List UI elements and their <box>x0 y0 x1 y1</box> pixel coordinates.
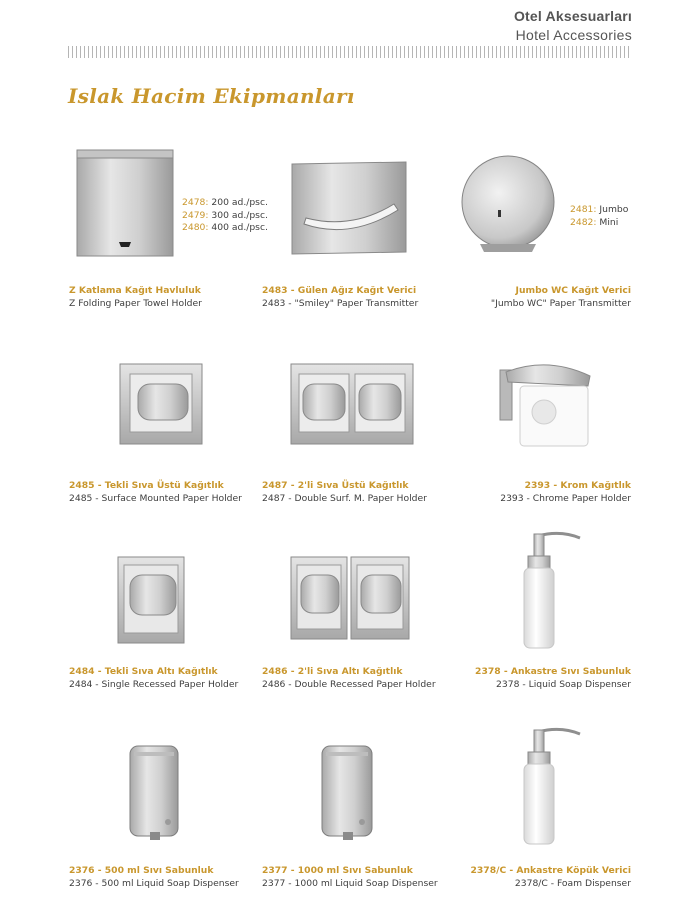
foam-dispenser-image <box>520 722 584 846</box>
product-caption: 2376 - 500 ml Sıvı Sabunluk 2376 - 500 ml Liquid Soap Dispenser <box>69 865 239 889</box>
product-caption: 2486 - 2'li Sıva Altı Kağıtlık 2486 - Double Recessed Paper Holder <box>262 666 436 690</box>
product-caption: 2484 - Tekli Sıva Altı Kağıtlık 2484 - Single Recessed Paper Holder <box>69 666 239 690</box>
variant-line: 2481: Jumbo <box>570 204 629 215</box>
product-caption: 2483 - Gülen Ağız Kağıt Verici 2483 - "Smiley" Paper Transmitter <box>262 285 419 309</box>
500ml-soap-dispenser-image <box>128 744 180 844</box>
product-caption: 2377 - 1000 ml Sıvı Sabunluk 2377 - 1000 ml Liquid Soap Dispenser <box>262 865 438 889</box>
1000ml-soap-dispenser-image <box>320 744 374 844</box>
variant-line: 2480: 400 ad./psc. <box>182 222 268 233</box>
product-caption: 2378 - Ankastre Sıvı Sabunluk 2378 - Liquid Soap Dispenser <box>475 666 631 690</box>
product-caption: Jumbo WC Kağıt Verici "Jumbo WC" Paper Transmitter <box>490 285 631 309</box>
single-recessed-paper-holder-image <box>116 555 186 645</box>
page-header <box>514 8 632 43</box>
double-surface-paper-holder-image <box>289 362 415 446</box>
product-caption: 2485 - Tekli Sıva Üstü Kağıtlık 2485 - Surface Mounted Paper Holder <box>69 480 242 504</box>
product-caption: 2393 - Krom Kağıtlık 2393 - Chrome Paper Holder <box>500 480 631 504</box>
chrome-paper-holder-image <box>498 356 594 452</box>
variant-line: 2478: 200 ad./psc. <box>182 197 268 208</box>
z-folding-towel-holder-image <box>75 148 175 260</box>
product-caption: Z Katlama Kağıt Havluluk Z Folding Paper Towel Holder <box>69 285 202 309</box>
variant-line: 2479: 300 ad./psc. <box>182 209 268 221</box>
header-title-tr: Otel Aksesuarları <box>513 8 632 24</box>
product-caption: 2378/C - Ankastre Köpük Verici 2378/C - Foam Dispenser <box>470 865 631 889</box>
section-title: Islak Hacim Ekipmanları <box>68 84 355 108</box>
smiley-paper-transmitter-image <box>290 160 408 256</box>
liquid-soap-dispenser-image <box>520 526 584 650</box>
product-caption: 2487 - 2'li Sıva Üstü Kağıtlık 2487 - Double Surf. M. Paper Holder <box>262 480 427 504</box>
double-recessed-paper-holder-image <box>289 555 411 641</box>
towel-variants <box>182 197 268 235</box>
header-title-en: Hotel Accessories <box>515 27 632 43</box>
variant-line: 2482: Mini <box>570 216 619 228</box>
jumbo-variants <box>570 204 628 229</box>
header-divider <box>68 46 631 58</box>
jumbo-wc-transmitter-image <box>458 148 558 258</box>
single-surface-paper-holder-image <box>118 362 204 446</box>
